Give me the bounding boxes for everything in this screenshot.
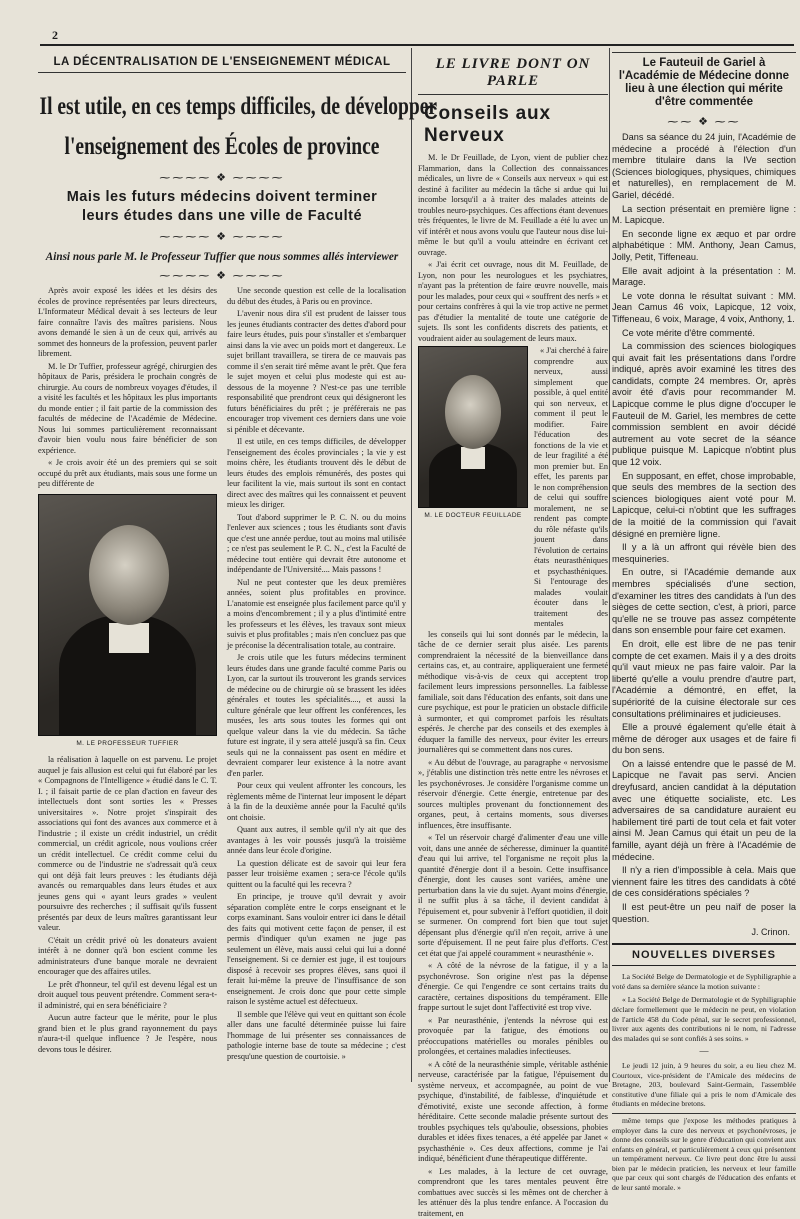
paragraph: Il semble que l'élève qui veut en quittant son école aller dans une faculté déterminée puisse lui faire l'hommage de lui présenter ses connaissances de pathologie interne base de toute sa médecine ; c'est presqu'une question de courtoisie. » <box>227 1010 406 1063</box>
paragraph: La section présentait en première ligne : M. Lapicque. <box>612 204 796 227</box>
news-item: Le jeudi 12 juin, à 9 heures du soir, a eu lieu chez M. Courtoux, vice-président de l'Amicale des médecins de Bretagne, 203, boulevard Saint-Germain, l'assemblée constitutive d'une filiale qui a pris le nom d'Amicale des étudiants en médecine bretons. <box>612 1061 796 1109</box>
news-item: « La Société Belge de Dermatologie et de Syphiligraphie déclare formellement que le médecin ne peut, en violation de l'article 458 du Code pénal, sur le secret professionnel, livrer aux agents des contributions ni le nom, ni l'adresse des malades qui se sont confiés à ses soins. » <box>612 995 796 1043</box>
paragraph: Nul ne peut contester que les deux premières années, soient plus profitables en province. L'anatomie est enseignée plus facilement parce qu'il y a moins d'encombrement ; il y a plus d'intimité entre les professeurs et les élèves, les travaux sont mieux suivis et plus profitables ; mais n'en concluez pas que je préconise la décentralisation totale, au contraire. <box>227 578 406 652</box>
paragraph: « J'ai cherché à faire comprendre aux nerveux, aussi simplement que possible, à quel entité qui son nerveux, et comment il peut le modifier. Faire l'éducation des fonctions de la vie et de leur fragilité a été mon premier but. En effet, les parents par le non compréhension de celui qui souffre moralement, ne se rendent pas compte du rôle néfaste qu'ils jouent dans l'évolution de certains états neurasthéniques et psychasthéniques. Si l'entourage des malades voulait écouter dans le traitement des mentales <box>534 346 608 630</box>
paragraph: « Tel un réservoir chargé d'alimenter d'eau une ville voit, dans une année de sécheresse, diminuer la quantité d'eau qui lui arrive, tel l'organisme ne reçoit plus la quantité d'énergie dont il a besoin. Cette insuffisance d'énergie, dont les causes sont variées, amène une perturbation dans la vie du sujet. Ayant moins d'énergie, il ne suffit plus à sa tâche, il devient candidat à l'épuisement et, pour subvenir à l'effort quotidien, il doit se surmener. On comprend fort bien que tout sujet dépensant plus d'énergie qu'il n'en reçoit, arrive à une sorte d'épuisement. Il ne peut faire plus d'efforts. C'est cet état que j'ai appelé couramment « neurasthénie ». <box>418 833 608 959</box>
paragraph: La commission des sciences biologiques qui avait fait les présentations dans l'ordre indiqué, après avoir examiné les titres des candidats, compte 24 membres. Or, après avoir été d'avis pour recommander M. Lapicque comme le plus digne d'occuper le Fauteuil de M. Gariel, les membres de cette commission semblent en avoir décidé autrement au vote secret de la séance publique puisque M. Lapicque n'obtint plus que 12 voix. <box>612 341 796 469</box>
article-column-1 <box>38 286 217 1064</box>
page-number: 2 <box>52 28 58 43</box>
paragraph: La question délicate est de savoir qui leur fera passer leur troisième examen ; sera-ce l'école qu'ils quittent ou la faculté qui les recevra ? <box>227 859 406 891</box>
paragraph: En principe, je trouve qu'il devrait y avoir séparation complète entre le corps enseignant et le corps examinant. Sans vouloir entrer ici dans le détail des faits qui motivent cette façon de penser, il est permis d'indiquer qu'un examen ne juge pas seulement un élève, mais aussi celui qui lui a donné l'enseignement. Si ce dernier est juge, il est toujours disposé à recevoir ses propres élèves, sans quoi il ferait lui-même la preuve de l'insuffisance de son enseignement. Je crois donc que pour cette simple raison le système actuel est défectueux. <box>227 892 406 1008</box>
paragraph: Une seconde question est celle de la localisation du début des études, à Paris ou en province. <box>227 286 406 307</box>
portrait-photo <box>38 494 217 736</box>
article-livre <box>418 50 608 1084</box>
paragraph: Il n'y a rien d'impossible à cela. Mais que viennent faire les titres des candidats à côté de ces considérations spéciales ? <box>612 865 796 900</box>
paragraph: Tout d'abord supprimer le P. C. N. ou du moins l'enlever aux sciences ; tous les étudiants sont d'avis que c'est une année perdue, tout au moins mal utilisée ; ce n'est pas seulement le P. C. N., c'est la Faculté de médecine tout entière qui devrait être autonome et indépendante de l'Université.... Mais passons ! <box>227 513 406 576</box>
article-decentralisation <box>38 50 406 1064</box>
article-body <box>38 286 406 1064</box>
paragraph: M. le Dr Tuffier, professeur agrégé, chirurgien des hôpitaux de Paris, présidera le prochain congrès de chirurgie. Au cours de nombreux voyages d'études, il a visité les facultés et les hôpitaux les plus importants du monde entier ; il fait partie de la commission des facultés de médecine de l'Académie de Médecine. Nous lui sommes particulièrement reconnaissant d'avoir bien voulu nous faire bénéficier de son expérience. <box>38 362 217 457</box>
paragraph: Ce vote mérite d'être commenté. <box>612 328 796 340</box>
paragraph: L'avenir nous dira s'il est prudent de laisser tous les jeunes étudiants contracter des dettes d'abord pour faire leurs études, puis pour s'installer et s'embarquer ainsi dans la vie avec un poids mort et dangereux. Le sujet brillant travaillera, se tirera de ce mauvais pas comme il s'en serait tiré même avant le prêt. Que fera le sujet moyen et celui plus modeste qui est au-dessous de la moyenne ? N'est-ce pas une terrible responsabilité que prendront ceux qui désigneront les futurs bénéficiaires du prêt ; je préférerais ne pas encourager trop vivement ces derniers dans une voie si pénible et décevante. <box>227 309 406 435</box>
paragraph: Le vote donna le résultat suivant : MM. Jean Camus 46 voix, Lapicque, 12 voix, Tiffeneau, 6 voix, Marage, 4 voix, Anthony, 1. <box>612 291 796 326</box>
subheadline-line-1: Mais les futurs médecins doivent terminer <box>38 188 406 207</box>
article-column-2 <box>227 286 406 1064</box>
ornament-divider: ⁓⁓⁓⁓ ❖ ⁓⁓⁓⁓ <box>38 230 406 243</box>
paragraph: Il est peut-être un peu naïf de poser la question. <box>612 902 796 925</box>
divider <box>612 1113 796 1114</box>
paragraph: « J'ai écrit cet ouvrage, nous dit M. Feuillade, de Lyon, non pour les neurologues et les psychiatres, n'ayant pas la prétention de faire œuvre nouvelle, mais pour les malades, pour ceux qui « souffrent des nerfs » et pour certains confrères à qui la vie trop active ne permet pas d'étudier la mentalité de toute une catégorie de sujets. Ils sont les confidents discrets des patients, et voudraient aider au soulagement de leurs maux. <box>418 260 608 344</box>
paragraph: En seconde ligne ex æquo et par ordre alphabétique : MM. Anthony, Jean Camus, Jolly, Petit, Tiffeneau. <box>612 229 796 264</box>
paragraph: Après avoir exposé les idées et les désirs des écoles de province représentées par leurs directeurs, L'Informateur Médical devait à ses lecteurs de leur faire connaître l'avis des maîtres parisiens. Nous avons demandé le sien à un de ceux qui, arrivés au sommet des honneurs de la profession, peuvent parler librement. <box>38 286 217 360</box>
section-header: LE LIVRE DONT ON PARLE <box>418 56 608 90</box>
paragraph: En outre, si l'Académie demande aux membres spécialisés d'une section, d'examiner les titres des candidats à l'un des sièges de cette section, c'est, à priori, parce qu'elle ne se trouve pas assez compétente dans son ensemble pour faire cet examen. <box>612 567 796 637</box>
subheadline <box>38 188 406 226</box>
headline-line-2: l'enseignement des Écoles de province <box>39 127 404 167</box>
article-body <box>612 132 796 925</box>
portrait-photo <box>418 346 528 508</box>
paragraph: « Les malades, à la lecture de cet ouvrage, comprendront que les tares mentales peuvent être combattues avec succès si les mêmes ont de chercher à les atténuer dès la plus tendre enfance. A l'occasion du traitement, en <box>418 1167 608 1219</box>
paragraph: M. le Dr Feuillade, de Lyon, vient de publier chez Flammarion, dans la Collection des connaissances médicales, un livre de « Conseils aux nerveux » qui est destiné à faciliter au médecin la tâche si ardue qui lui incombe lorsqu'il a à traiter des malades atteints de troubles neuro-psychiques. Ces affections étant devenues très fréquentes, le livre de M. Feuillade a été lu avec un vif intérêt et nous avons voulu que l'auteur nous dise lui-même le but qu'il a voulu atteindre en écrivant cet ouvrage. <box>418 153 608 258</box>
divider <box>418 94 608 95</box>
photo-row <box>418 346 608 630</box>
paragraph: Elle a prouvé également qu'elle était à même de déroger aux usages et de faire fi du bon sens. <box>612 722 796 757</box>
portrait-caption: M. LE PROFESSEUR TUFFIER <box>38 739 217 750</box>
paragraph: Quant aux autres, il semble qu'il n'y ait que des avantages à les voir poussés jusqu'à la troisième année dans leur école d'origine. <box>227 825 406 857</box>
section-header: LA DÉCENTRALISATION DE L'ENSEIGNEMENT MÉDICAL <box>38 56 406 68</box>
separator: — <box>612 1047 796 1057</box>
paragraph: la réalisation à laquelle on est parvenu. Le projet auquel je fais allusion est celui qui fut élaboré par les « Compagnons de l'Intelligence » étudié dans le C. T. I. ; il faisait partie de ce plan d'action en faveur des intellectuels dont sont sorties les « Presses universitaires ». Notre projet s'inspirait des associations qui font des avances aux commerce et à l'industrie ; il existe un crédit industriel, un crédit commercial, un crédit agricole, nous voulions créer un crédit intellectuel. Ce crédit comme celui du commerce ou de l'industrie ne s'adressait qu'à ceux qui ont déjà fait leurs preuves : les étudiants déjà avancés ou remarquables dans leurs études et aux jeunes gens qui « ayant leurs grades » veulent poursuivre des recherches ; il suffisait qu'ils fussent présentés par deux de leurs maîtres garantissant leur valeur. <box>38 755 217 934</box>
article-title: Le Fauteuil de Gariel à l'Académie de Médecine donne lieu à une élection qui mérite d'être commentée <box>612 57 796 109</box>
paragraph: Pour ceux qui veulent affronter les concours, les règlements même de l'internat leur imposent le départ à la fin de la deuxième année pour la Faculté qu'ils ont choisie. <box>227 781 406 823</box>
news-box-title: NOUVELLES DIVERSES <box>612 943 796 966</box>
paragraph: Je crois utile que les futurs médecins terminent leurs études dans une grande faculté comme Paris ou Lyon, car la surtout ils trouveront les grands services de médecine ou de chirurgie où se brassent les idées générales et toutes les spécialités...., et aussi la culture générale que leur offrent les conférences, les musées, les arts sous toutes les formes qui ont quelque valeur dans la vie du médecin. Sa tâche future est ingrate, il y sera attelé jusqu'à sa fin. Ceux seuls qui ne la connaissent pas osent en médire et devraient comparer leur existence à la notre avant d'en parler. <box>227 653 406 779</box>
signature: J. Crinon. <box>618 927 790 937</box>
paragraph: « Par neurasthénie, j'entends la névrose qui est provoquée par la fatigue, des émotions ou préoccupations matérielles ou morales pénibles ou prolongées, et certaines maladies infectieuses. <box>418 1016 608 1058</box>
paragraph: On a laissé entendre que le passé de M. Lapicque ne l'avait pas servi. Ancien dreyfusard, ancien candidat à la députation avec une étiquette socialiste, etc. Les adversaires de sa candidature auraient eu habilement tiré parti de tout cela et fait voter ainsi M. Jean Camus qui était un peu de la famille, ayant déjà un frère à l'Académie de médecine. <box>612 759 796 863</box>
paragraph: « Au début de l'ouvrage, au paragraphe « nervosisme », j'établis une distinction très nette entre les névroses et les psychonévroses. Je considère l'organisme comme un réservoir d'énergie. Cette énergie, entretenue par des sources multiples provenant du fonctionnement des organes, peut, à certains moments, sous diverses influences, être insuffisante. <box>418 758 608 832</box>
paragraph: « A côté de la neurasthénie simple, véritable asthénie nerveuse, caractérisée par la fatigue, l'épuisement du système nerveux, et accompagnée, au point de vue psychique, d'instabilité, de faiblesse, d'inquiétude et d'émotivité, existe une seconde affection, à forme héréditaire. Cette seconde maladie présente surtout des troubles psychiques tels qu'aboulie, obsessions, phobies durables et idées fixes tenaces, a été appelée par Janet « psychasthénie ». Ces deux affections, comme je l'ai indiqué, bénéficient d'une thérapeutique différente. <box>418 1060 608 1165</box>
ornament-divider: ⁓⁓ ❖ ⁓⁓ <box>612 115 796 128</box>
paragraph: C'était un crédit privé où les donateurs avaient intérêt à ne donner qu'à bon escient comme les administrateurs d'une banque morale ne devraient encourager que des affaires utiles. <box>38 936 217 978</box>
paragraph: Il y a là un affront qui révèle bien des mesquineries. <box>612 542 796 565</box>
column-divider <box>411 48 412 1082</box>
paragraph: Dans sa séance du 24 juin, l'Académie de médecine a procédé à l'élection d'un membre titulaire dans la IVe section (Sciences biologiques, physiques, chimiques et naturelles), en remplacement de M. Gariel, décédé. <box>612 132 796 202</box>
news-item: La Société Belge de Dermatologie et de Syphiligraphie a voté dans sa dernière séance la motion suivante : <box>612 972 796 991</box>
divider <box>612 52 796 53</box>
ornament-divider: ⁓⁓⁓⁓ ❖ ⁓⁓⁓⁓ <box>38 171 406 184</box>
subheadline-line-2: leurs études dans une ville de Faculté <box>38 207 406 226</box>
divider <box>38 72 406 73</box>
headline-line-1: Il est utile, en ces temps difficiles, de développer <box>39 87 404 127</box>
paragraph: En supposant, en effet, chose improbable, que seuls des membres de la section des sciences biologiques aient voté pour M. Lapicque, celui-ci n'obtint que les suffrages de la moitié de la commission qui l'avait désigné en première ligne. <box>612 471 796 541</box>
news-body <box>612 972 796 1192</box>
paragraph: Elle avait adjoint à la présentation : M. Marage. <box>612 266 796 289</box>
article-title: Conseils aux Nerveux <box>418 103 608 147</box>
top-rule <box>40 44 794 46</box>
news-item: même temps que j'expose les méthodes pratiques à employer dans la cure des nerveux et psychonévroses, je donne des conseils sur le genre d'éducation qui convient aux enfants en général, et particulièrement à ceux qui présentent un tempérament nerveux. Ce livre peut donc être lu aussi bien par le médecin praticien, les nerveux et leur famille que par ceux qui sont chargés de l'éducation des enfants et de leur santé morale. » <box>612 1116 796 1193</box>
photo-caption: M. LE DOCTEUR FEUILLADE <box>418 511 528 522</box>
article-body <box>418 153 608 1219</box>
paragraph: Il est utile, en ces temps difficiles, de développer l'enseignement des écoles provinciales ; la vie y est moins chère, les étudiants trouvent dès le début de leurs études des emplois rémunérés, des postes qui leur facilitent la vie, mais surtout ils sont en contact direct avec des maîtres qui les connaissent et peuvent mieux les diriger. <box>227 437 406 511</box>
headline <box>39 87 404 167</box>
paragraph: Aucun autre facteur que le mérite, pour le plus grand bien et le plus grand rayonnement du pays n'aura-t-il quelque influence ? Je l'espère, nous devons tous le désirer. <box>38 1013 217 1055</box>
paragraph: En droit, elle est libre de ne pas tenir compte de cet examen. Mais il y a des droits qu'il vaut mieux ne pas faire valoir. Par la liberté qu'elle a voulu prendre d'autre part, l'Académie a démontré, en effet, la supériorité de la cuisine électorale sur ces consultations préliminaires et judicieuses. <box>612 639 796 720</box>
paragraph: « Je crois avoir été un des premiers qui se soit occupé du prêt aux étudiants, mais sous une forme un peu différente de <box>38 458 217 490</box>
paragraph: « A côté de la névrose de la fatigue, il y a la psychonévrose. Son origine n'est pas la dépense d'énergie. Ce qui l'engendre ce sont certains traits du caractère, certaines dispositions du tempérament. Elle frappe surtout le sujet dont l'affectivité est trop vive. <box>418 961 608 1014</box>
intro-line: Ainsi nous parle M. le Professeur Tuffier que nous sommes allés interviewer <box>38 251 406 263</box>
ornament-divider: ⁓⁓⁓⁓ ❖ ⁓⁓⁓⁓ <box>38 269 406 282</box>
photo-block <box>418 346 528 630</box>
article-academie <box>612 50 796 1084</box>
paragraph: les conseils qui lui sont donnés par le médecin, la tâche de ce dernier serait plus aisée. Les parents comprendraient la nécessité de la bienveillance dans certains cas, et, au contraire, appliqueraient une fermeté méthodique vis-à-vis de ceux qui acceptent trop facilement leurs impressions personnelles. La faiblesse familiale, soit dans l'éducation des enfants, soit dans une cure psychique, est pour le praticien un obstacle difficile à surmonter, et qui compromet parfois les résultats espérés. Je cherche par des conseils et des exemples à éduquer la famille des nerveux, pour éviter les erreurs journalières qui se commettent dans nos cures. <box>418 630 608 756</box>
column-divider <box>609 48 610 1082</box>
paragraph: Le prêt d'honneur, tel qu'il est devenu légal est un droit auquel tous peuvent prétendre. Comment sera-t-il administré, qui en sera bénéficiaire ? <box>38 980 217 1012</box>
